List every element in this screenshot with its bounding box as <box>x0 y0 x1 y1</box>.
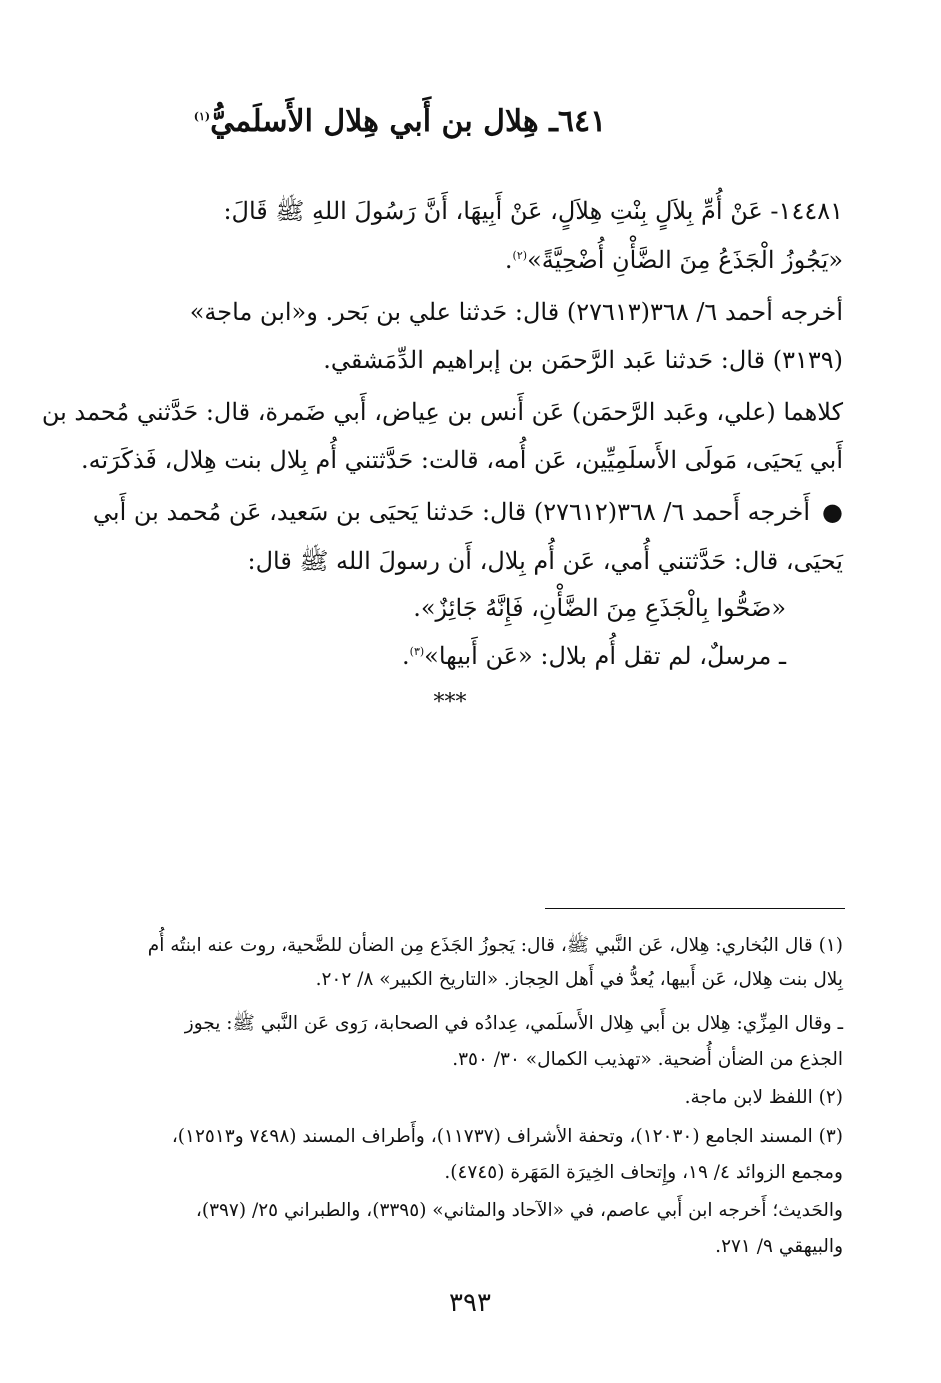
footnote-3-line-4: والبيهقي ٩/ ٢٧١. <box>715 1236 843 1257</box>
footnote-1-line-1: (١) قال البُخاري: هِلال، عَن النَّبي ﷺ، قال: يَجوزُ الجَذَع مِن الضأن للضَّحية، روت عنه ابنتُه أُم <box>147 935 843 956</box>
hadith-line-2 <box>98 246 843 274</box>
bullet-icon: ● <box>822 498 843 526</box>
hadith-line-1: ١٤٤٨١- عَنْ أُمِّ بِلاَلٍ بِنْتِ هِلاَلٍ، عَنْ أَبِيهَا، أَنَّ رَسُولَ اللهِ ﷺ قَالَ: <box>223 197 843 225</box>
second-line-3: «ضَحُّوا بِالْجَذَعِ مِنَ الضَّأْنِ، فَإِنَّهُ جَائِزٌ». <box>413 594 786 622</box>
footnote-1-line-3: ـ وقال المِزِّي: هِلال بن أَبي هِلال الأَسلَمي، عِدادُه في الصحابة، رَوى عَن النَّبي ﷺ: يجوز <box>184 1013 843 1034</box>
period: . <box>504 246 513 274</box>
hadith-text: «يَجُوزُ الْجَذَعُ مِنَ الضَّأْنِ أُضْحِيَّةً» <box>527 246 843 274</box>
footnote-1-line-2: بِلال بنت هِلال، عَن أَبيها، يُعدُّ في أَهل الحِجاز. «التاريخ الكبير» ٨/ ٢٠٢. <box>315 969 843 990</box>
footnote-3-line-2: ومجمع الزوائد ٤/ ١٩، وإِتحاف الخِيرَة المَهَرة (٤٧٤٥). <box>444 1162 843 1183</box>
mursal-text: ـ مرسلٌ، لم تقل أُم بلال: «عَن أَبيها» <box>424 642 786 670</box>
footnote-ref-2: (٢) <box>512 249 528 262</box>
footnote-2: (٢) اللفظ لابن ماجة. <box>684 1087 843 1108</box>
footnote-ref-1: (١) <box>193 110 211 123</box>
period: . <box>402 642 410 670</box>
footnote-3-line-1: (٣) المسند الجامع (١٢٠٣٠)، وتحفة الأشراف (١١٧٣٧)، وأَطراف المسند (٧٤٩٨ و١٢٥١٣)، <box>171 1126 843 1147</box>
second-line-2: يَحيَى، قال: حَدَّثتني أُمي، عَن أُم بِلال، أَن رسولَ الله ﷺ قال: <box>247 547 843 575</box>
page-number: ٣٩٣ <box>449 1288 491 1318</box>
second-text-1: أَخرجه أَحمد ٦/ ٣٦٨(٢٧٦١٢) قال: حَدثنا يَحيَى بن سَعيد، عَن مُحمد بن أَبي <box>92 498 811 526</box>
section-separator: *** <box>433 690 467 715</box>
chain-line-2: أَبي يَحيَى، مَولَى الأَسلَمِيِّين، عَن أُمه، قالت: حَدَّثتني أُم بِلال بنت هِلال، فَذكَرَته. <box>80 446 843 474</box>
footnote-3-line-3: والحَديث؛ أَخرجه ابن أَبي عاصم، في «الآحاد والمثاني» (٣٣٩٥)، والطبراني ٢٥/ (٣٩٧)، <box>195 1200 843 1221</box>
second-line-4 <box>41 642 786 670</box>
footnote-ref-3: (٣) <box>409 645 425 658</box>
chapter-heading <box>120 104 680 139</box>
heading-text: ٦٤١ـ هِلال بن أَبي هِلال الأَسلَميُّ <box>210 104 607 139</box>
footnote-divider <box>545 908 845 909</box>
footnote-1-line-4: الجذع من الضأن أُضحية. «تهذيب الكمال» ٣٠/ ٣٥٠. <box>452 1049 843 1070</box>
second-line-1 <box>92 498 843 526</box>
takhrij-line-2: (٣١٣٩) قال: حَدثنا عَبد الرَّحمَن بن إبراهيم الدِّمَشقي. <box>323 346 843 374</box>
takhrij-line-1: أخرجه أحمد ٦/ ٣٦٨(٢٧٦١٣) قال: حَدثنا علي بن بَحر. و«ابن ماجة» <box>189 298 843 326</box>
chain-line-1: كلاهما (علي، وعَبد الرَّحمَن) عَن أَنس بن عِياض، أَبي ضَمرة، قال: حَدَّثني مُحمد بن <box>41 398 843 426</box>
